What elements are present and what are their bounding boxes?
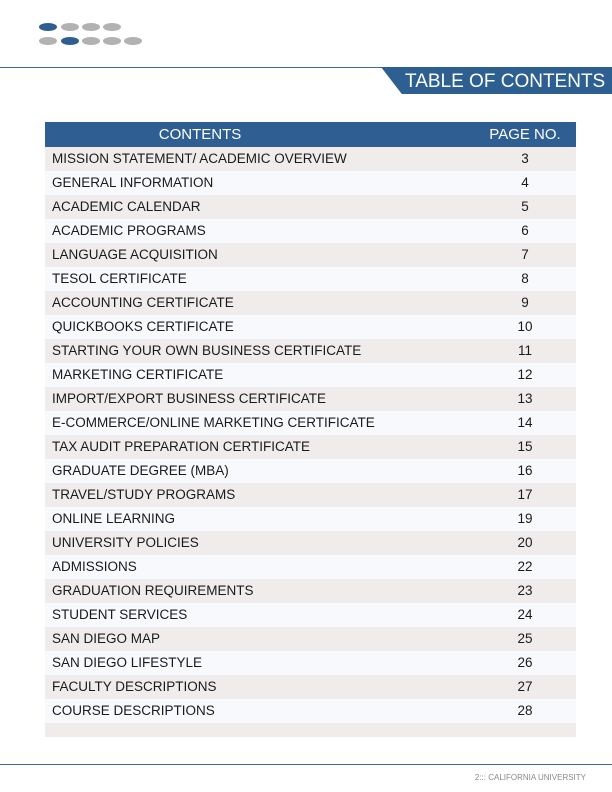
logo-dot <box>82 37 100 45</box>
toc-row <box>45 675 576 699</box>
toc-row <box>45 507 576 531</box>
toc-entry-title: STUDENT SERVICES <box>52 607 188 622</box>
toc-entry-page: 15 <box>517 439 533 454</box>
toc-entry-title: SAN DIEGO LIFESTYLE <box>52 655 203 670</box>
page-title: TABLE OF CONTENTS <box>405 71 606 92</box>
footer-rule <box>0 764 612 765</box>
contents-column-header: CONTENTS <box>158 126 242 143</box>
page-column-header: PAGE NO. <box>489 126 561 143</box>
footer-text: 2::: CALIFORNIA UNIVERSITY <box>474 773 586 782</box>
toc-rows <box>45 147 576 723</box>
toc-entry-title: QUICKBOOKS CERTIFICATE <box>52 319 234 334</box>
toc-entry-page: 8 <box>521 271 529 286</box>
toc-row <box>45 363 576 387</box>
toc-entry-title: ACADEMIC PROGRAMS <box>52 223 206 238</box>
toc-entry-title: SAN DIEGO MAP <box>52 631 161 646</box>
toc-entry-title: MISSION STATEMENT/ ACADEMIC OVERVIEW <box>52 151 347 166</box>
logo-dot <box>39 23 57 31</box>
toc-entry-page: 24 <box>517 607 533 622</box>
logo-dot <box>103 37 121 45</box>
toc-row <box>45 219 576 243</box>
toc-entry-page: 25 <box>517 631 533 646</box>
toc-row <box>45 459 576 483</box>
toc-row <box>45 651 576 675</box>
toc-entry-title: MARKETING CERTIFICATE <box>52 367 224 382</box>
toc-table <box>45 122 576 737</box>
toc-entry-page: 11 <box>517 343 532 358</box>
toc-row <box>45 267 576 291</box>
toc-entry-title: GRADUATE DEGREE (MBA) <box>52 463 229 478</box>
toc-row <box>45 531 576 555</box>
toc-row <box>45 603 576 627</box>
toc-entry-page: 26 <box>517 655 533 670</box>
toc-entry-page: 17 <box>517 487 533 502</box>
toc-entry-page: 10 <box>517 319 533 334</box>
toc-row <box>45 171 576 195</box>
toc-entry-title: ACADEMIC CALENDAR <box>52 199 201 214</box>
toc-entry-page: 20 <box>517 535 533 550</box>
toc-entry-page: 9 <box>521 295 529 310</box>
logo-dot <box>82 23 100 31</box>
toc-row <box>45 627 576 651</box>
toc-entry-title: GENERAL INFORMATION <box>52 175 214 190</box>
toc-entry-title: ONLINE LEARNING <box>52 511 176 526</box>
toc-entry-title: ADMISSIONS <box>52 559 137 574</box>
toc-row <box>45 291 576 315</box>
toc-entry-title: TRAVEL/STUDY PROGRAMS <box>52 487 236 502</box>
toc-entry-page: 12 <box>517 367 533 382</box>
toc-row <box>45 195 576 219</box>
toc-entry-page: 4 <box>521 175 529 190</box>
toc-row <box>45 411 576 435</box>
toc-entry-page: 5 <box>521 199 529 214</box>
toc-entry-page: 27 <box>517 679 533 694</box>
logo-dot <box>103 23 121 31</box>
dot-pattern-logo <box>39 23 149 47</box>
logo-dot <box>61 23 79 31</box>
toc-row <box>45 339 576 363</box>
toc-row <box>45 387 576 411</box>
toc-entry-page: 16 <box>517 463 533 478</box>
toc-entry-title: STARTING YOUR OWN BUSINESS CERTIFICATE <box>52 343 362 358</box>
toc-entry-page: 3 <box>521 151 529 166</box>
toc-row <box>45 579 576 603</box>
toc-row <box>45 483 576 507</box>
toc-entry-title: IMPORT/EXPORT BUSINESS CERTIFICATE <box>52 391 327 406</box>
toc-entry-page: 28 <box>517 703 533 718</box>
toc-entry-page: 22 <box>517 559 533 574</box>
toc-entry-page: 13 <box>517 391 533 406</box>
toc-row <box>45 699 576 723</box>
toc-entry-page: 14 <box>517 415 533 430</box>
toc-entry-title: FACULTY DESCRIPTIONS <box>52 679 217 694</box>
toc-entry-title: UNIVERSITY POLICIES <box>52 535 199 550</box>
logo-dot <box>124 37 142 45</box>
logo-dot <box>39 37 57 45</box>
toc-entry-title: TAX AUDIT PREPARATION CERTIFICATE <box>52 439 311 454</box>
toc-row <box>45 555 576 579</box>
logo-dot <box>61 37 79 45</box>
toc-header-row <box>45 122 576 147</box>
toc-entry-page: 7 <box>521 247 529 262</box>
toc-entry-page: 6 <box>521 223 529 238</box>
toc-table-footer <box>45 723 576 737</box>
toc-entry-title: GRADUATION REQUIREMENTS <box>52 583 254 598</box>
toc-row <box>45 147 576 171</box>
toc-row <box>45 435 576 459</box>
header-rule <box>0 67 384 68</box>
toc-entry-title: COURSE DESCRIPTIONS <box>52 703 215 718</box>
toc-entry-title: LANGUAGE ACQUISITION <box>52 247 218 262</box>
toc-row <box>45 243 576 267</box>
toc-entry-page: 19 <box>517 511 533 526</box>
toc-entry-page: 23 <box>517 583 533 598</box>
toc-entry-title: ACCOUNTING CERTIFICATE <box>52 295 234 310</box>
toc-entry-title: TESOL CERTIFICATE <box>52 271 187 286</box>
toc-entry-title: E-COMMERCE/ONLINE MARKETING CERTIFICATE <box>52 415 375 430</box>
toc-row <box>45 315 576 339</box>
